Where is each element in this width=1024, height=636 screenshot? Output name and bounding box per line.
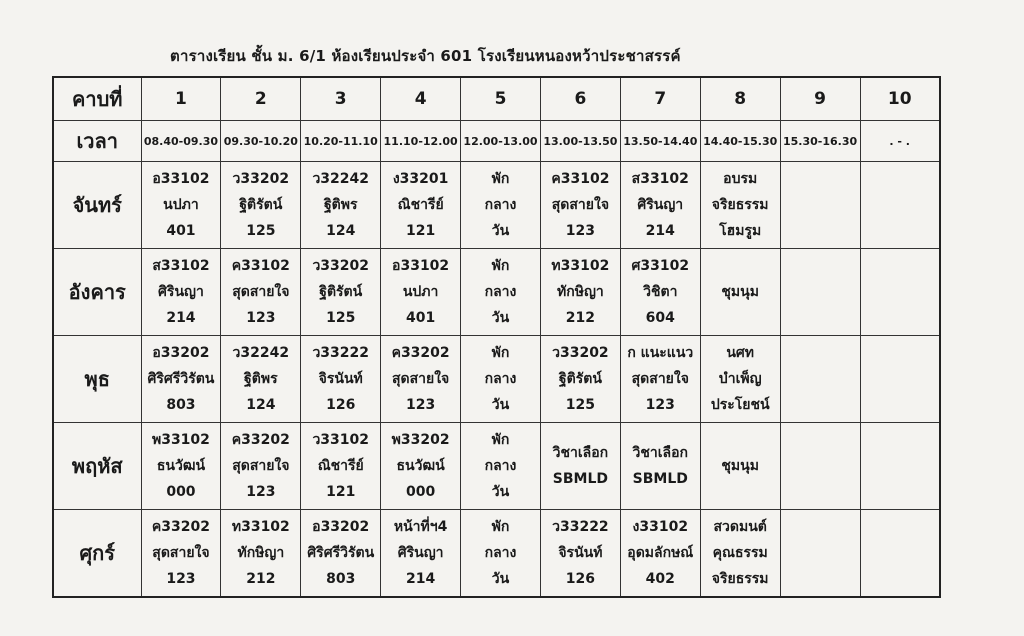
schedule-cell	[860, 249, 940, 336]
cell-line: 123	[645, 397, 675, 413]
day-label: พฤหัส	[53, 423, 141, 510]
cell-line: ท33102	[551, 258, 610, 274]
cell-line: 124	[246, 397, 276, 413]
cell-line: อ33202	[312, 518, 370, 535]
schedule-cell	[141, 249, 221, 336]
day-row	[53, 423, 940, 510]
cell-line: ชุมนุม	[721, 284, 759, 300]
schedule-cell	[381, 510, 461, 597]
day-row	[53, 162, 940, 249]
cell-line: 123	[246, 310, 276, 326]
cell-line: สวดมนต์	[713, 518, 767, 535]
time-slot: 15.30-16.30	[780, 121, 860, 162]
cell-line: ฐิติพร	[244, 371, 278, 387]
period-number: 8	[700, 77, 780, 121]
cell-line: ประโยชน์	[710, 397, 770, 413]
schedule-cell	[540, 336, 620, 423]
day-label: อังคาร	[53, 249, 141, 336]
period-number: 3	[301, 77, 381, 121]
time-slot: 10.20-11.10	[301, 121, 381, 162]
schedule-cell	[141, 162, 221, 249]
cell-line: คุณธรรม	[712, 544, 768, 561]
cell-line: พัก	[491, 432, 510, 448]
cell-line: 214	[406, 570, 436, 587]
schedule-cell	[780, 336, 860, 423]
cell-line: ศิริศรีวิรัตน	[147, 371, 215, 387]
cell-line: ค33202	[231, 432, 290, 448]
cell-line: ว33222	[552, 518, 609, 535]
cell-line: กลาง	[484, 371, 517, 387]
cell-line: 126	[565, 570, 596, 587]
cell-line: อ33102	[392, 258, 450, 274]
cell-line: ศิรินญา	[637, 197, 684, 213]
cell-line: ณิชารีย์	[317, 458, 364, 474]
cell-line: กลาง	[484, 458, 517, 474]
cell-line: 125	[326, 310, 356, 326]
schedule-cell	[381, 162, 461, 249]
cell-line: โฮมรูม	[719, 223, 762, 239]
schedule-cell	[301, 336, 381, 423]
cell-line: ฐิติรัตน์	[319, 284, 363, 300]
cell-line: 000	[406, 484, 436, 500]
cell-line: จิรนันท์	[558, 544, 603, 561]
schedule-cell	[221, 336, 301, 423]
cell-line: อุดมลักษณ์	[627, 544, 694, 561]
cell-line: ฐิติรัตน์	[239, 197, 283, 213]
cell-line: ว33202	[552, 345, 609, 361]
time-slot: 14.40-15.30	[700, 121, 780, 162]
schedule-cell	[461, 336, 541, 423]
cell-line: 125	[565, 397, 596, 413]
day-label: จันทร์	[53, 162, 141, 249]
cell-line: 401	[166, 223, 196, 239]
schedule-cell	[540, 510, 620, 597]
document-title: ตารางเรียน ชั้น ม. 6/1 ห้องเรียนประจำ 601 โรงเรียนหนองหว้าประชาสรรค์	[170, 47, 681, 65]
cell-line: ง33102	[632, 518, 689, 535]
cell-line: วัน	[491, 570, 510, 587]
cell-line: ณิชารีย์	[397, 197, 444, 213]
cell-line: สุดสายใจ	[232, 284, 290, 300]
cell-line: 124	[326, 223, 356, 239]
cell-line: กลาง	[484, 197, 517, 213]
schedule-cell	[620, 423, 700, 510]
time-row	[53, 121, 940, 162]
cell-line: ว33202	[312, 258, 370, 274]
period-number: 7	[620, 77, 700, 121]
schedule-cell	[221, 510, 301, 597]
cell-line: ค33202	[391, 345, 450, 361]
cell-line: SBMLD	[632, 471, 688, 487]
cell-line: วัน	[491, 397, 510, 413]
cell-line: สุดสายใจ	[152, 544, 210, 561]
period-number: 10	[860, 77, 940, 121]
schedule-cell	[700, 423, 780, 510]
schedule-cell	[461, 162, 541, 249]
schedule-cell	[780, 423, 860, 510]
schedule-cell	[461, 510, 541, 597]
cell-line: สุดสายใจ	[232, 458, 290, 474]
cell-line: อบรม	[723, 171, 758, 187]
cell-line: พ33102	[151, 432, 210, 448]
cell-line: ท33102	[231, 518, 290, 535]
cell-line: 123	[406, 397, 436, 413]
cell-line: ว32242	[232, 345, 290, 361]
cell-line: ธนวัฒน์	[156, 458, 206, 474]
day-label: ศุกร์	[53, 510, 141, 597]
cell-line: พัก	[491, 518, 510, 535]
cell-line: ศ33102	[631, 258, 690, 274]
cell-line: 401	[406, 310, 436, 326]
period-label: คาบที่	[53, 77, 141, 121]
cell-line: ว33202	[232, 171, 290, 187]
cell-line: พัก	[491, 258, 510, 274]
schedule-cell	[141, 336, 221, 423]
schedule-cell	[141, 423, 221, 510]
cell-line: ง33201	[392, 171, 449, 187]
schedule-cell	[540, 423, 620, 510]
cell-line: ส33102	[152, 258, 210, 274]
cell-line: ว33222	[312, 345, 370, 361]
cell-line: ค33202	[151, 518, 210, 535]
time-label: เวลา	[53, 121, 141, 162]
schedule-cell	[301, 162, 381, 249]
cell-line: สุดสายใจ	[391, 371, 450, 387]
time-slot: 08.40-09.30	[141, 121, 221, 162]
time-slot: 13.50-14.40	[620, 121, 700, 162]
schedule-cell	[620, 336, 700, 423]
cell-line: นปภา	[402, 284, 439, 300]
time-slot: 13.00-13.50	[540, 121, 620, 162]
schedule-cell	[221, 249, 301, 336]
day-row	[53, 510, 940, 597]
cell-line: ฐิติรัตน์	[558, 371, 602, 387]
schedule-cell	[301, 423, 381, 510]
cell-line: จิรนันท์	[318, 371, 363, 387]
schedule-cell	[461, 423, 541, 510]
period-number: 6	[540, 77, 620, 121]
cell-line: ทักษิญา	[237, 544, 285, 561]
time-slot: 12.00-13.00	[461, 121, 541, 162]
cell-line: 402	[645, 570, 675, 587]
cell-line: อ33202	[152, 345, 210, 361]
schedule-cell	[381, 249, 461, 336]
schedule-cell	[860, 423, 940, 510]
schedule-cell	[620, 249, 700, 336]
cell-line: วัน	[491, 223, 510, 239]
schedule-cell	[700, 336, 780, 423]
cell-line: ศิรินญา	[158, 284, 204, 300]
cell-line: นปภา	[163, 197, 199, 213]
schedule-cell	[540, 162, 620, 249]
cell-line: ธนวัฒน์	[396, 458, 445, 474]
cell-line: วิชิตา	[643, 284, 678, 300]
schedule-cell	[780, 249, 860, 336]
cell-line: จริยธรรม	[711, 570, 769, 587]
period-number: 4	[381, 77, 461, 121]
day-row	[53, 249, 940, 336]
timetable	[52, 76, 941, 598]
schedule-cell	[700, 249, 780, 336]
cell-line: 212	[565, 310, 596, 326]
cell-line: ว33102	[312, 432, 370, 448]
cell-line: 604	[645, 310, 675, 326]
cell-line: 803	[326, 570, 356, 587]
schedule-cell	[540, 249, 620, 336]
cell-line: 121	[406, 223, 436, 239]
schedule-cell	[381, 423, 461, 510]
cell-line: นศท	[726, 345, 755, 361]
schedule-cell	[620, 162, 700, 249]
cell-line: 123	[246, 484, 276, 500]
cell-line: SBMLD	[552, 471, 609, 487]
schedule-cell	[461, 249, 541, 336]
cell-line: วิชาเลือก	[552, 445, 609, 461]
schedule-cell	[221, 162, 301, 249]
cell-line: วิชาเลือก	[632, 445, 689, 461]
schedule-cell	[381, 336, 461, 423]
cell-line: ส33102	[631, 171, 689, 187]
cell-line: พัก	[491, 345, 510, 361]
schedule-cell	[780, 162, 860, 249]
schedule-cell	[860, 510, 940, 597]
cell-line: ก แนะแนว	[627, 345, 694, 361]
day-row	[53, 336, 940, 423]
cell-line: วัน	[491, 310, 510, 326]
cell-line: 214	[645, 223, 675, 239]
schedule-cell	[780, 510, 860, 597]
time-slot: 11.10-12.00	[381, 121, 461, 162]
cell-line: 000	[166, 484, 196, 500]
cell-line: ศิรินญา	[397, 544, 444, 561]
period-number: 5	[461, 77, 541, 121]
period-number: 2	[221, 77, 301, 121]
cell-line: 125	[246, 223, 276, 239]
cell-line: ฐิติพร	[323, 197, 358, 213]
cell-line: กลาง	[484, 544, 517, 561]
schedule-cell	[301, 249, 381, 336]
schedule-cell	[620, 510, 700, 597]
cell-line: ศิริศรีวิรัตน	[307, 544, 375, 561]
cell-line: ทักษิญา	[557, 284, 604, 300]
cell-line: อ33102	[152, 171, 210, 187]
cell-line: หน้าที่ฯ4	[393, 518, 448, 535]
period-number: 1	[141, 77, 221, 121]
cell-line: พ33202	[391, 432, 450, 448]
cell-line: 214	[166, 310, 196, 326]
period-header-row	[53, 77, 940, 121]
cell-line: ค33102	[551, 171, 610, 187]
cell-line: สุดสายใจ	[551, 197, 610, 213]
cell-line: จริยธรรม	[711, 197, 769, 213]
schedule-cell	[301, 510, 381, 597]
cell-line: 803	[166, 397, 196, 413]
period-number: 9	[780, 77, 860, 121]
cell-line: กลาง	[484, 284, 517, 300]
time-slot: . - .	[860, 121, 940, 162]
schedule-cell	[700, 510, 780, 597]
cell-line: สุดสายใจ	[631, 371, 689, 387]
cell-line: 123	[166, 570, 196, 587]
cell-line: 121	[326, 484, 356, 500]
cell-line: ค33102	[231, 258, 290, 274]
schedule-cell	[860, 336, 940, 423]
cell-line: วัน	[491, 484, 510, 500]
cell-line: พัก	[491, 171, 510, 187]
cell-line: 123	[565, 223, 596, 239]
time-slot: 09.30-10.20	[221, 121, 301, 162]
cell-line: ชุมนุม	[721, 458, 759, 474]
cell-line: 212	[246, 570, 276, 587]
schedule-cell	[221, 423, 301, 510]
cell-line: ว32242	[312, 171, 370, 187]
schedule-cell	[860, 162, 940, 249]
cell-line: 126	[326, 397, 356, 413]
cell-line: บำเพ็ญ	[718, 371, 762, 387]
day-label: พุธ	[53, 336, 141, 423]
schedule-cell	[700, 162, 780, 249]
schedule-cell	[141, 510, 221, 597]
